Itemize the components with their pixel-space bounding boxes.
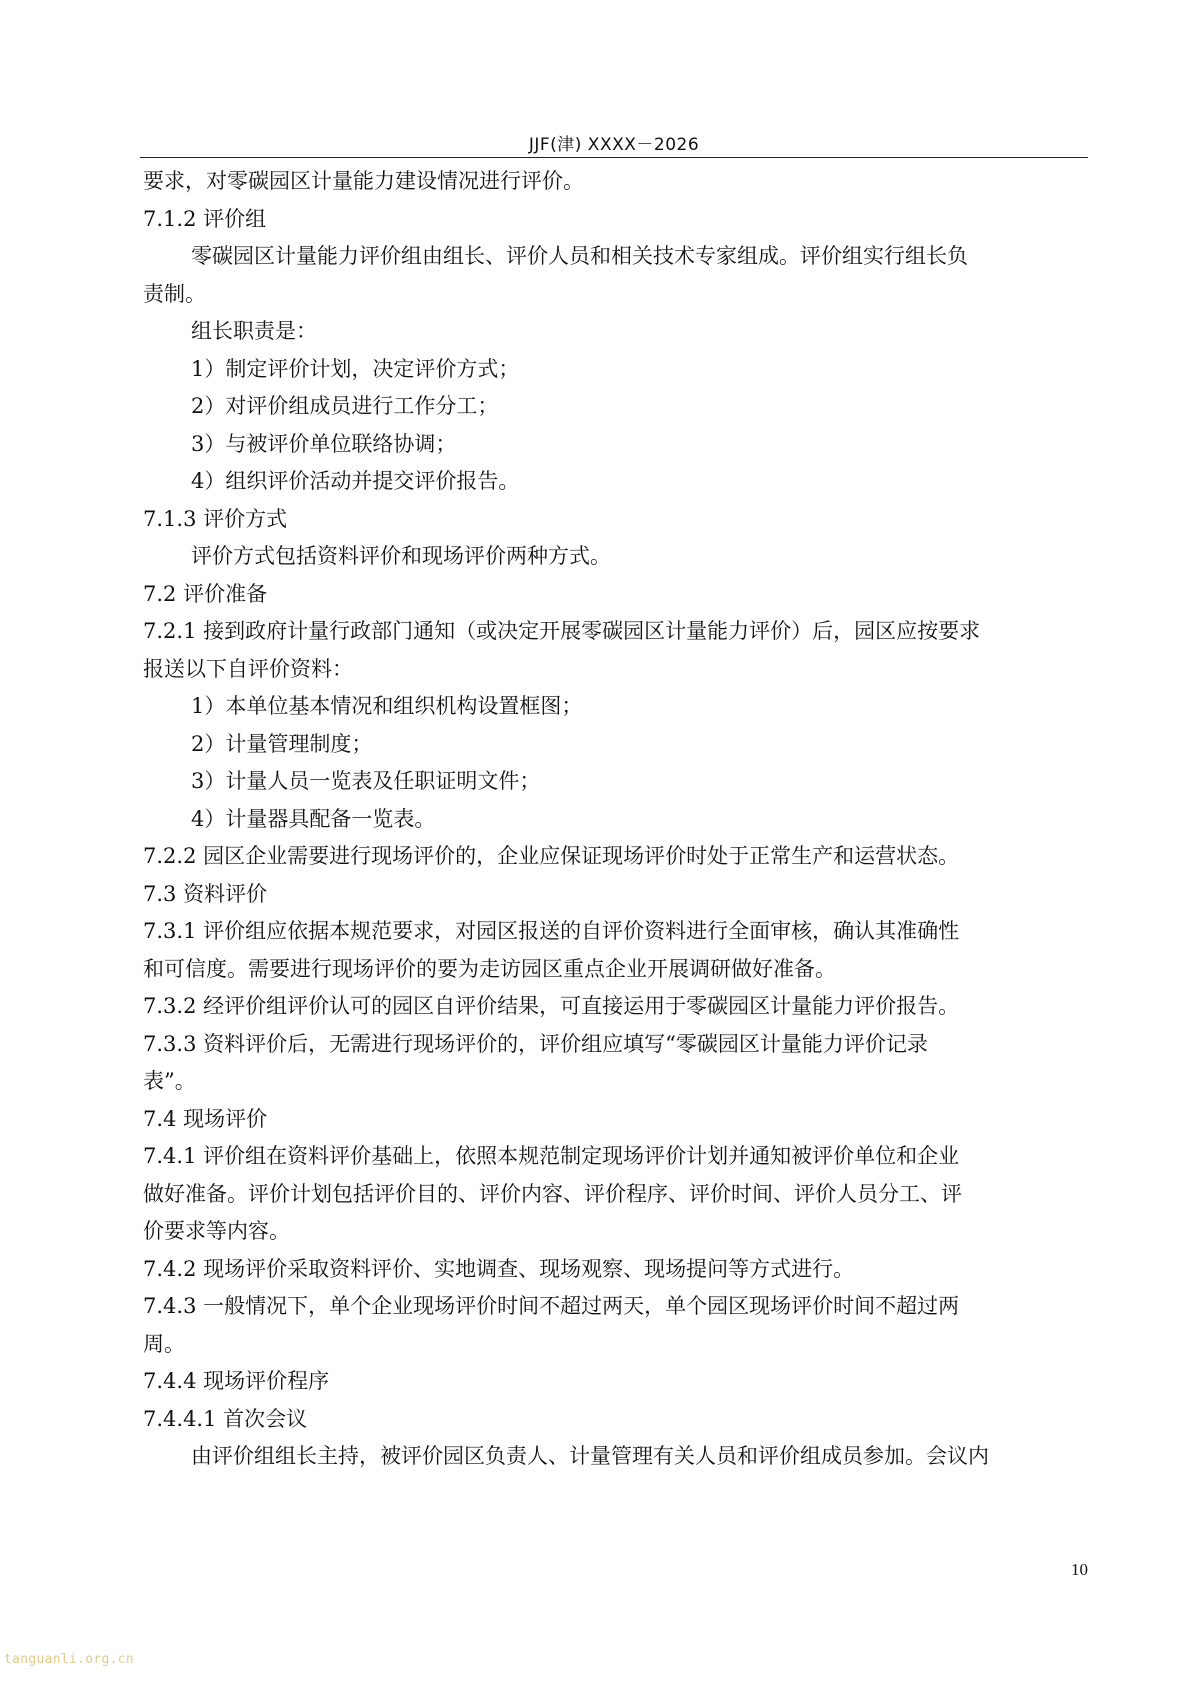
text-line: 4）组织评价活动并提交评价报告。 [191,469,520,493]
text-line: 7.1.3 评价方式 [143,506,288,531]
document-header: JJF(津) XXXX－2026 [528,135,700,155]
document-body [143,163,1091,1476]
text-line: 1）本单位基本情况和组织机构设置框图； [191,694,583,718]
text-line: 由评价组组长主持，被评价园区负责人、计量管理有关人员和评价组成员参加。会议内 [191,1444,989,1468]
text-line: 7.3.1 评价组应依据本规范要求，对园区报送的自评价资料进行全面审核，确认其准确性 [143,919,960,943]
text-line: 7.4.3 一般情况下，单个企业现场评价时间不超过两天，单个园区现场评价时间不超过两 [143,1294,960,1318]
text-line: 组长职责是： [191,319,317,343]
text-line: 报送以下自评价资料： [143,656,353,681]
page-number: 10 [1071,1560,1088,1579]
text-line: 7.4.2 现场评价采取资料评价、实地调查、现场观察、现场提问等方式进行。 [143,1256,855,1281]
text-line: 7.4.1 评价组在资料评价基础上，依照本规范制定现场评价计划并通知被评价单位和企业 [143,1144,960,1168]
text-line: 3）与被评价单位联络协调； [191,431,457,456]
text-line: 7.2 评价准备 [143,581,268,606]
header-rule [140,157,1088,158]
text-line: 7.1.2 评价组 [143,206,267,231]
text-line: 7.3 资料评价 [143,881,268,906]
watermark: tanguanli.org.cn [4,1652,135,1667]
text-line: 零碳园区计量能力评价组由组长、评价人员和相关技术专家组成。评价组实行组长负 [191,244,968,268]
text-line: 表”。 [143,1069,196,1093]
text-line: 1）制定评价计划，决定评价方式； [191,356,520,381]
text-line: 7.4.4.1 首次会议 [143,1406,308,1431]
text-line: 责制。 [143,281,206,306]
text-line: 7.4 现场评价 [143,1106,268,1131]
text-line: 周。 [143,1331,185,1356]
text-line: 3）计量人员一览表及任职证明文件； [191,769,541,793]
text-line: 7.2.1 接到政府计量行政部门通知（或决定开展零碳园区计量能力评价）后，园区应按要求 [143,619,981,643]
text-line: 7.3.3 资料评价后，无需进行现场评价的，评价组应填写“零碳园区计量能力评价记录 [143,1031,928,1056]
text-line: 2）对评价组成员进行工作分工； [191,394,499,418]
text-line: 7.3.2 经评价组评价认可的园区自评价结果，可直接运用于零碳园区计量能力评价报告。 [143,994,960,1018]
text-line: 4）计量器具配备一览表。 [191,806,436,831]
text-line: 做好准备。评价计划包括评价目的、评价内容、评价程序、评价时间、评价人员分工、评 [143,1181,962,1206]
text-line: 和可信度。需要进行现场评价的要为走访园区重点企业开展调研做好准备。 [143,956,836,981]
text-line: 评价方式包括资料评价和现场评价两种方式。 [191,544,611,568]
text-line: 7.2.2 园区企业需要进行现场评价的，企业应保证现场评价时处于正常生产和运营状态。 [143,844,960,868]
text-line: 要求，对零碳园区计量能力建设情况进行评价。 [143,169,584,193]
text-line: 7.4.4 现场评价程序 [143,1369,330,1393]
text-line: 价要求等内容。 [143,1219,290,1243]
text-line: 2）计量管理制度； [191,731,373,756]
